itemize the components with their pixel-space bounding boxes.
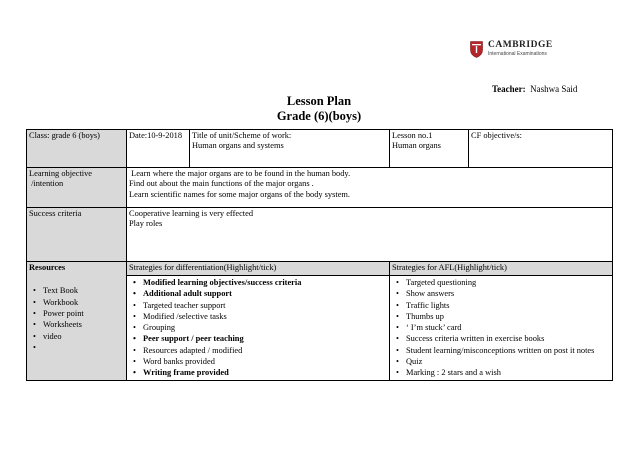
objective-line: Learn scientific names for some major organs of the body system. <box>129 189 351 199</box>
objective-text-cell <box>127 168 613 208</box>
differentiation-item: • Additional adult support <box>143 288 387 299</box>
lesson-cell <box>390 130 469 168</box>
logo-main-text: CAMBRIDGE <box>488 40 553 51</box>
info-row <box>27 130 613 168</box>
differentiation-item: • Modified learning objectives/success criteria <box>143 277 387 288</box>
success-text-cell <box>127 208 613 262</box>
class-cell: Class: grade 6 (boys) <box>27 130 127 168</box>
cf-objective-cell: CF objective/s: <box>469 130 613 168</box>
cambridge-logo <box>470 34 570 64</box>
afl-item: • Student learning/misconceptions written on post it notes <box>406 345 610 356</box>
unit-value: Human organs and systems <box>192 141 284 151</box>
differentiation-item: • Targeted teacher support <box>143 300 387 311</box>
logo-sub-text: International Examinations <box>488 50 547 57</box>
differentiation-item: • Word banks provided <box>143 356 387 367</box>
title-line-2: Grade (6)(boys) <box>276 109 362 123</box>
resource-item: • Workbook <box>43 297 124 308</box>
objective-label-2: /intention <box>29 179 64 189</box>
afl-header: Strategies for AFL(Highlight/tick) <box>390 262 613 276</box>
success-line: Play roles <box>129 219 163 229</box>
lesson-number: Lesson no.1 <box>392 131 433 140</box>
objective-line: Learn where the major organs are to be found in the human body. <box>129 169 351 178</box>
afl-item: • Marking : 2 stars and a wish <box>406 367 610 378</box>
afl-item: • Quiz <box>406 356 610 367</box>
differentiation-item: • Modified /selective tasks <box>143 311 387 322</box>
objective-label-1: Learning objective <box>29 169 93 178</box>
lesson-plan-table <box>26 129 613 381</box>
resources-list <box>29 285 124 341</box>
objective-line: Find out about the main functions of the major organs . <box>129 179 314 189</box>
title-line-1: Lesson Plan <box>286 94 352 108</box>
afl-item: • Traffic lights <box>406 300 610 311</box>
resource-item: • Power point <box>43 308 124 319</box>
page-title <box>0 94 638 124</box>
unit-label: Title of unit/Scheme of work: <box>192 131 292 140</box>
date-cell: Date:10-9-2018 <box>127 130 190 168</box>
afl-item: • Success criteria written in exercise books <box>406 333 610 344</box>
teacher-label: Teacher: <box>492 84 526 94</box>
afl-item: • Show answers <box>406 288 610 299</box>
resources-cell <box>27 262 127 381</box>
afl-item: • Targeted questioning <box>406 277 610 288</box>
resources-label: Resources <box>29 263 66 272</box>
differentiation-list <box>129 277 387 379</box>
cambridge-shield-icon <box>470 41 483 58</box>
objective-row <box>27 168 613 208</box>
strategies-header-row <box>27 262 613 276</box>
success-row <box>27 208 613 262</box>
afl-list <box>392 277 610 379</box>
afl-item: • Thumbs up <box>406 311 610 322</box>
differentiation-item: • Writing frame provided <box>143 367 387 378</box>
differentiation-item: • Grouping <box>143 322 387 333</box>
success-label-cell: Success criteria <box>27 208 127 262</box>
differentiation-cell <box>127 276 390 381</box>
afl-cell <box>390 276 613 381</box>
resource-item: • video <box>43 331 124 342</box>
differentiation-item: • Resources adapted / modified <box>143 345 387 356</box>
success-line: Cooperative learning is very effected <box>129 209 254 218</box>
differentiation-item: • Peer support / peer teaching <box>143 333 387 344</box>
lesson-topic: Human organs <box>392 141 441 151</box>
afl-item: • ‘ I’m stuck’ card <box>406 322 610 333</box>
differentiation-header: Strategies for differentiation(Highlight/tick) <box>127 262 390 276</box>
resource-item: • Worksheets <box>43 319 124 330</box>
objective-label-cell <box>27 168 127 208</box>
teacher-line <box>492 84 577 94</box>
teacher-name: Nashwa Said <box>530 84 578 94</box>
unit-cell <box>190 130 390 168</box>
resource-item: • Text Book <box>43 285 124 296</box>
